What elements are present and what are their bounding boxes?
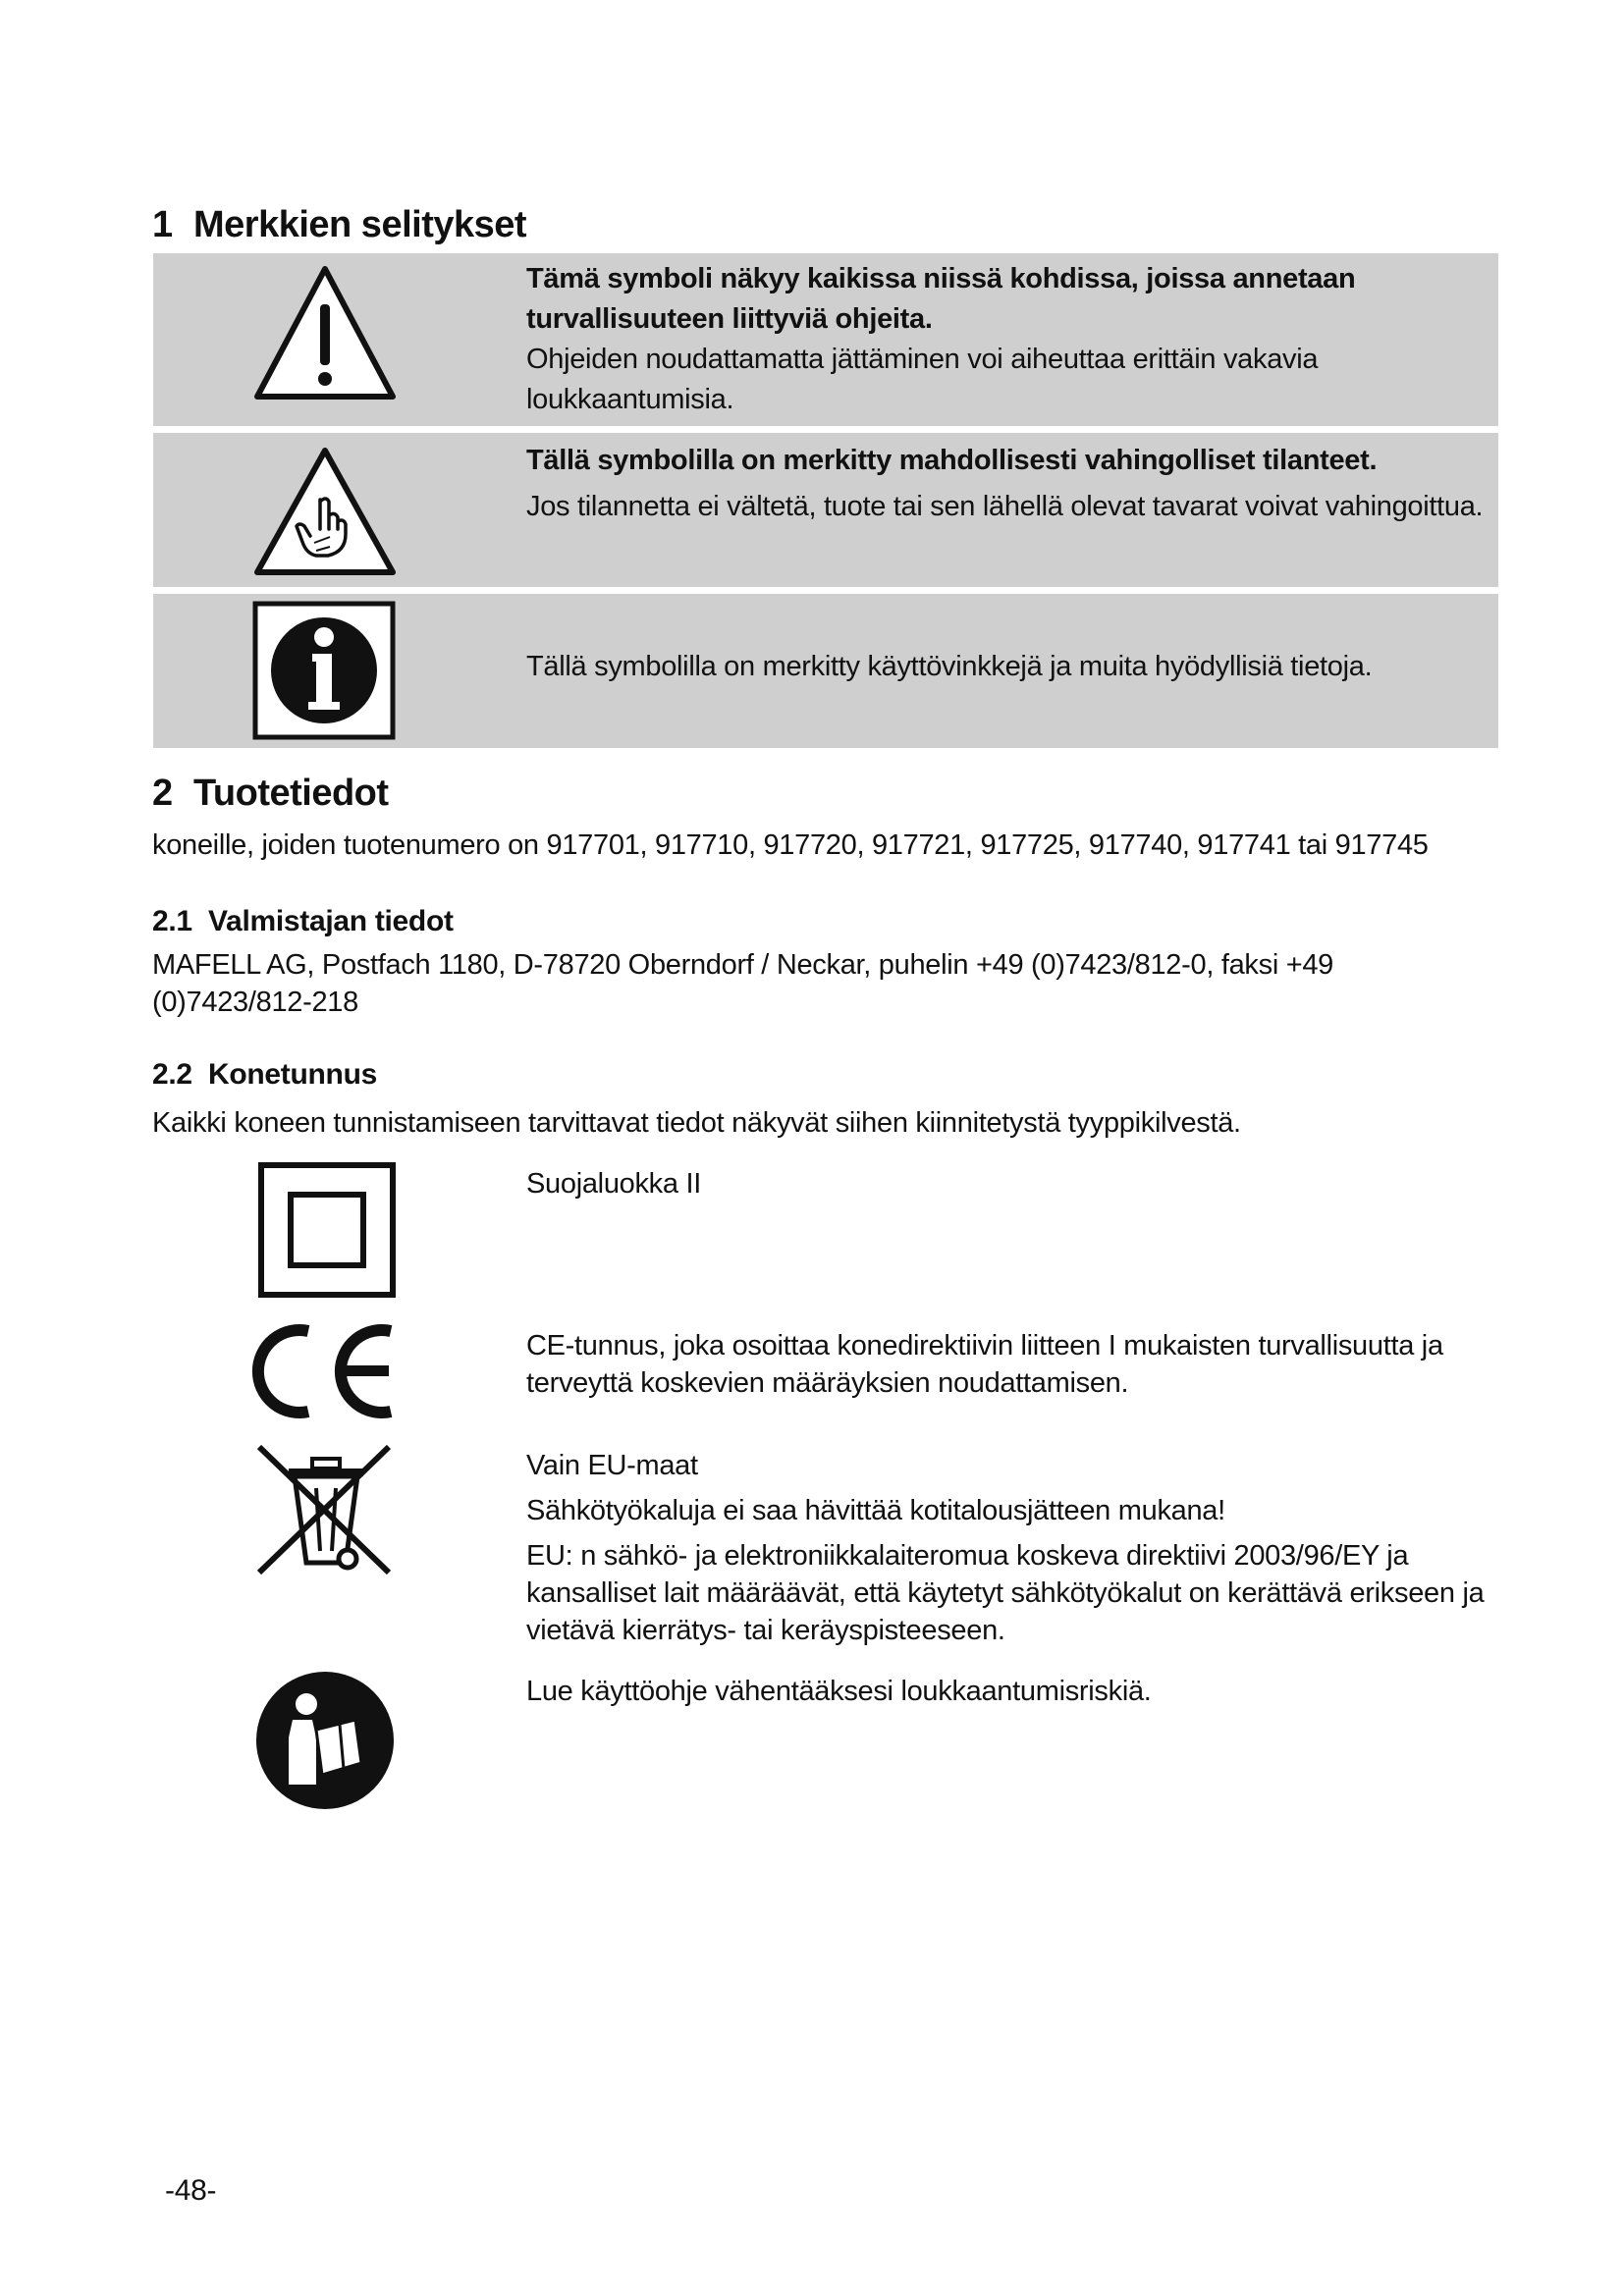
mark-description	[526, 1327, 1498, 1410]
symbol-description	[526, 259, 1489, 420]
warning-triangle-icon	[251, 261, 399, 404]
section-1-heading	[152, 204, 526, 246]
subsection-title: Konetunnus	[208, 1058, 377, 1091]
subsection-title: Valmistajan tiedot	[208, 905, 454, 937]
symbol-row-info	[153, 594, 1498, 748]
mark-description	[526, 1447, 1498, 1657]
mark-text: EU: n sähkö- ja elektroniikkalaiteromua koskeva direktiivi 2003/96/EY ja kansalliset lait määräävät, että käytetyt sähkötyökalut on kerättävä erikseen ja vietävä kierrätys- tai keräyspisteeseen.	[526, 1540, 1485, 1646]
section-2-heading	[152, 773, 389, 815]
section-number: 1	[152, 204, 173, 245]
mark-description	[526, 1673, 1498, 1718]
section-title: Tuotetiedot	[193, 773, 389, 814]
page-number: -48-	[165, 2174, 217, 2207]
subsection-2-2-heading	[152, 1058, 377, 1092]
subsection-2-1-heading	[152, 905, 454, 938]
mark-text: Vain EU-maat	[526, 1450, 698, 1481]
symbol-row-caution	[153, 433, 1498, 587]
caution-hand-triangle-icon	[251, 443, 399, 580]
mark-text: Lue käyttöohje vähentääksesi loukkaantumisriskiä.	[526, 1676, 1152, 1707]
mark-text: Suojaluokka II	[526, 1168, 701, 1200]
mark-description	[526, 1165, 1498, 1210]
identification-text: Kaikki koneen tunnistamiseen tarvittavat tiedot näkyvät siihen kiinnitetystä tyyppikilvestä.	[152, 1107, 1241, 1139]
symbol-description	[526, 441, 1489, 527]
mark-text: Sähkötyökaluja ei saa hävittää kotitalousjätteen mukana!	[526, 1495, 1225, 1526]
symbol-row-warning	[153, 253, 1498, 426]
protection-class-ii-icon	[251, 1161, 399, 1299]
symbol-text: Jos tilannetta ei vältetä, tuote tai sen lähellä olevat tavarat voivat vahingoittua.	[526, 491, 1484, 522]
info-icon	[251, 600, 399, 741]
crossed-bin-icon	[251, 1443, 399, 1580]
mark-text: CE-tunnus, joka osoittaa konedirektiivin liitteen I mukaisten turvallisuutta ja terveyttä koskevien määräyksien noudattamisen.	[526, 1330, 1443, 1399]
symbol-text: Ohjeiden noudattamatta jättäminen voi aiheuttaa erittäin vakavia loukkaantumisia.	[526, 344, 1319, 415]
symbol-text: Tällä symbolilla on merkitty käyttövinkkejä ja muita hyödyllisiä tietoja.	[526, 651, 1373, 682]
manufacturer-text: MAFELL AG, Postfach 1180, D-78720 Oberndorf / Neckar, puhelin +49 (0)7423/812-0, faksi +49 (0)7423/812-218	[152, 949, 1334, 1018]
symbol-title: Tällä symbolilla on merkitty mahdollisesti vahingolliset tilanteet.	[526, 445, 1378, 476]
symbol-description	[526, 647, 1489, 687]
subsection-number: 2.1	[152, 905, 192, 937]
section-number: 2	[152, 773, 173, 814]
section-title: Merkkien selitykset	[193, 204, 527, 245]
ce-mark-icon	[251, 1321, 399, 1419]
subsection-number: 2.2	[152, 1058, 192, 1091]
read-manual-icon	[251, 1669, 399, 1812]
symbol-title: Tämä symboli näkyy kaikissa niissä kohdissa, joissa annetaan turvallisuuteen liittyviä ohjeita.	[526, 263, 1356, 335]
product-numbers-text: koneille, joiden tuotenumero on 917701, 917710, 917720, 917721, 917725, 917740, 917741 tai 917745	[152, 829, 1429, 861]
